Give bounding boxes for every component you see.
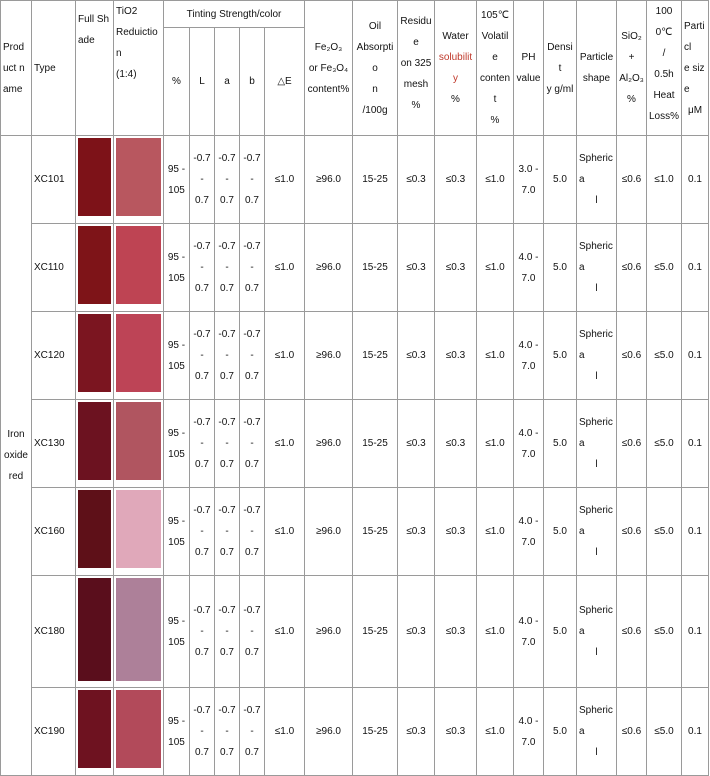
cell-particle-size: 0.1	[682, 488, 709, 576]
header-tinting-strength: Tinting Strength/color	[164, 1, 305, 28]
table-row	[1, 224, 709, 312]
header-fe-content: Fe₂O₃ or Fe₃O₄ content%	[305, 1, 353, 136]
cell-water-solubility: ≤0.3	[435, 312, 477, 400]
header-oil-absorption: Oil Absorptio n /100g	[353, 1, 398, 136]
cell-delta-e: ≤1.0	[265, 312, 305, 400]
cell-water-solubility: ≤0.3	[435, 488, 477, 576]
cell-particle-shape: Spherica l	[577, 312, 617, 400]
cell-oil-absorption: 15-25	[353, 576, 398, 688]
header-delta-e: △E	[265, 28, 305, 136]
cell-density: 5.0	[544, 576, 577, 688]
header-tint-l: L	[190, 28, 215, 136]
full-shade-swatch	[78, 402, 111, 480]
cell-tint-pct: 95 - 105	[164, 688, 190, 776]
cell-ph: 4.0 - 7.0	[514, 576, 544, 688]
cell-fe-content: ≥96.0	[305, 576, 353, 688]
cell-residue: ≤0.3	[398, 136, 435, 224]
cell-sio2: ≤0.6	[617, 688, 647, 776]
cell-type: XC130	[32, 400, 76, 488]
cell-type: XC120	[32, 312, 76, 400]
cell-tint-l: -0.7 - 0.7	[190, 224, 215, 312]
cell-density: 5.0	[544, 688, 577, 776]
cell-particle-shape: Spherica l	[577, 688, 617, 776]
cell-sio2: ≤0.6	[617, 400, 647, 488]
cell-delta-e: ≤1.0	[265, 488, 305, 576]
cell-delta-e: ≤1.0	[265, 400, 305, 488]
cell-full-shade	[76, 576, 114, 688]
cell-full-shade	[76, 136, 114, 224]
cell-residue: ≤0.3	[398, 688, 435, 776]
cell-full-shade	[76, 400, 114, 488]
cell-heat-loss: ≤5.0	[647, 312, 682, 400]
cell-type: XC190	[32, 688, 76, 776]
cell-particle-size: 0.1	[682, 400, 709, 488]
cell-tint-a: -0.7 - 0.7	[215, 688, 240, 776]
cell-fe-content: ≥96.0	[305, 488, 353, 576]
cell-sio2: ≤0.6	[617, 488, 647, 576]
cell-tint-b: -0.7 - 0.7	[240, 136, 265, 224]
cell-tio2-reduction	[114, 136, 164, 224]
cell-sio2: ≤0.6	[617, 576, 647, 688]
cell-tint-b: -0.7 - 0.7	[240, 312, 265, 400]
cell-tint-b: -0.7 - 0.7	[240, 488, 265, 576]
header-tio2-reduction: TiO2 Reduiction (1:4)	[114, 1, 164, 136]
cell-delta-e: ≤1.0	[265, 688, 305, 776]
header-full-shade: Full Shade	[76, 1, 114, 136]
cell-tint-pct: 95 - 105	[164, 312, 190, 400]
header-heat-loss: 1000℃ / 0.5h Heat Loss%	[647, 1, 682, 136]
cell-tint-b: -0.7 - 0.7	[240, 400, 265, 488]
cell-delta-e: ≤1.0	[265, 576, 305, 688]
cell-density: 5.0	[544, 312, 577, 400]
full-shade-swatch	[78, 314, 111, 392]
cell-type: XC180	[32, 576, 76, 688]
header-water-solubility: Water solubility %	[435, 1, 477, 136]
reduction-swatch	[116, 578, 161, 681]
cell-tint-b: -0.7 - 0.7	[240, 688, 265, 776]
cell-heat-loss: ≤5.0	[647, 224, 682, 312]
header-residue: Residue on 325 mesh %	[398, 1, 435, 136]
cell-water-solubility: ≤0.3	[435, 136, 477, 224]
cell-tint-a: -0.7 - 0.7	[215, 136, 240, 224]
cell-fe-content: ≥96.0	[305, 688, 353, 776]
cell-residue: ≤0.3	[398, 488, 435, 576]
cell-oil-absorption: 15-25	[353, 136, 398, 224]
header-row-1	[1, 1, 709, 28]
cell-fe-content: ≥96.0	[305, 312, 353, 400]
cell-oil-absorption: 15-25	[353, 488, 398, 576]
reduction-swatch	[116, 690, 161, 768]
cell-particle-size: 0.1	[682, 312, 709, 400]
cell-full-shade	[76, 224, 114, 312]
cell-water-solubility: ≤0.3	[435, 576, 477, 688]
cell-density: 5.0	[544, 400, 577, 488]
full-shade-swatch	[78, 138, 111, 216]
cell-density: 5.0	[544, 136, 577, 224]
cell-ph: 4.0 - 7.0	[514, 224, 544, 312]
cell-type: XC160	[32, 488, 76, 576]
header-type: Type	[32, 1, 76, 136]
header-product-name: Product name	[1, 1, 32, 136]
header-tint-b: b	[240, 28, 265, 136]
cell-volatile: ≤1.0	[477, 400, 514, 488]
cell-density: 5.0	[544, 488, 577, 576]
cell-tint-l: -0.7 - 0.7	[190, 488, 215, 576]
cell-particle-size: 0.1	[682, 576, 709, 688]
header-volatile-content: 105℃ Volatile content %	[477, 1, 514, 136]
table-row	[1, 136, 709, 224]
cell-tint-b: -0.7 - 0.7	[240, 224, 265, 312]
reduction-swatch	[116, 226, 161, 304]
cell-tint-l: -0.7 - 0.7	[190, 400, 215, 488]
cell-residue: ≤0.3	[398, 224, 435, 312]
header-tint-pct: %	[164, 28, 190, 136]
cell-ph: 4.0 - 7.0	[514, 400, 544, 488]
cell-tio2-reduction	[114, 576, 164, 688]
cell-tint-b: -0.7 - 0.7	[240, 576, 265, 688]
cell-particle-shape: Spherica l	[577, 224, 617, 312]
cell-tint-a: -0.7 - 0.7	[215, 576, 240, 688]
cell-heat-loss: ≤5.0	[647, 400, 682, 488]
cell-delta-e: ≤1.0	[265, 136, 305, 224]
cell-tint-l: -0.7 - 0.7	[190, 312, 215, 400]
cell-tio2-reduction	[114, 688, 164, 776]
cell-sio2: ≤0.6	[617, 224, 647, 312]
cell-fe-content: ≥96.0	[305, 136, 353, 224]
full-shade-swatch	[78, 578, 111, 681]
cell-oil-absorption: 15-25	[353, 312, 398, 400]
cell-ph: 3.0 - 7.0	[514, 136, 544, 224]
cell-tio2-reduction	[114, 488, 164, 576]
cell-water-solubility: ≤0.3	[435, 688, 477, 776]
cell-heat-loss: ≤5.0	[647, 488, 682, 576]
cell-ph: 4.0 - 7.0	[514, 488, 544, 576]
cell-sio2: ≤0.6	[617, 136, 647, 224]
cell-tio2-reduction	[114, 224, 164, 312]
table-row	[1, 688, 709, 776]
reduction-swatch	[116, 314, 161, 392]
cell-tint-pct: 95 - 105	[164, 400, 190, 488]
cell-tint-pct: 95 - 105	[164, 224, 190, 312]
cell-tio2-reduction	[114, 400, 164, 488]
table-row	[1, 312, 709, 400]
cell-full-shade	[76, 312, 114, 400]
header-sio2-al2o3: SiO₂+ Al₂O₃ %	[617, 1, 647, 136]
cell-tint-l: -0.7 - 0.7	[190, 688, 215, 776]
cell-residue: ≤0.3	[398, 576, 435, 688]
cell-tint-a: -0.7 - 0.7	[215, 312, 240, 400]
cell-water-solubility: ≤0.3	[435, 224, 477, 312]
cell-heat-loss: ≤5.0	[647, 688, 682, 776]
cell-oil-absorption: 15-25	[353, 224, 398, 312]
cell-ph: 4.0 - 7.0	[514, 688, 544, 776]
cell-particle-size: 0.1	[682, 136, 709, 224]
header-density: Densit y g/ml	[544, 1, 577, 136]
cell-full-shade	[76, 488, 114, 576]
reduction-swatch	[116, 402, 161, 480]
cell-particle-size: 0.1	[682, 688, 709, 776]
cell-heat-loss: ≤1.0	[647, 136, 682, 224]
full-shade-swatch	[78, 490, 111, 568]
table-row	[1, 488, 709, 576]
cell-residue: ≤0.3	[398, 400, 435, 488]
cell-delta-e: ≤1.0	[265, 224, 305, 312]
cell-tint-pct: 95 - 105	[164, 576, 190, 688]
cell-oil-absorption: 15-25	[353, 688, 398, 776]
full-shade-swatch	[78, 690, 111, 768]
cell-ph: 4.0 - 7.0	[514, 312, 544, 400]
cell-tint-l: -0.7 - 0.7	[190, 576, 215, 688]
table-row	[1, 400, 709, 488]
header-tint-a: a	[215, 28, 240, 136]
cell-fe-content: ≥96.0	[305, 400, 353, 488]
reduction-swatch	[116, 490, 161, 568]
cell-particle-shape: Spherica l	[577, 136, 617, 224]
cell-sio2: ≤0.6	[617, 312, 647, 400]
cell-volatile: ≤1.0	[477, 576, 514, 688]
cell-particle-shape: Spherica l	[577, 576, 617, 688]
cell-particle-shape: Spherica l	[577, 400, 617, 488]
cell-tint-a: -0.7 - 0.7	[215, 488, 240, 576]
group-product-name: Iron oxide red	[1, 136, 32, 776]
cell-tint-pct: 95 - 105	[164, 488, 190, 576]
header-ph-value: PH value	[514, 1, 544, 136]
cell-volatile: ≤1.0	[477, 136, 514, 224]
table-row	[1, 576, 709, 688]
cell-fe-content: ≥96.0	[305, 224, 353, 312]
cell-tint-a: -0.7 - 0.7	[215, 224, 240, 312]
reduction-swatch	[116, 138, 161, 216]
cell-tint-pct: 95 - 105	[164, 136, 190, 224]
full-shade-swatch	[78, 226, 111, 304]
cell-volatile: ≤1.0	[477, 488, 514, 576]
header-particle-size: Particl e size μM	[682, 1, 709, 136]
cell-particle-shape: Spherica l	[577, 488, 617, 576]
cell-volatile: ≤1.0	[477, 688, 514, 776]
cell-tint-a: -0.7 - 0.7	[215, 400, 240, 488]
cell-residue: ≤0.3	[398, 312, 435, 400]
cell-water-solubility: ≤0.3	[435, 400, 477, 488]
cell-oil-absorption: 15-25	[353, 400, 398, 488]
cell-volatile: ≤1.0	[477, 312, 514, 400]
cell-density: 5.0	[544, 224, 577, 312]
cell-volatile: ≤1.0	[477, 224, 514, 312]
cell-type: XC110	[32, 224, 76, 312]
cell-heat-loss: ≤5.0	[647, 576, 682, 688]
cell-tio2-reduction	[114, 312, 164, 400]
cell-type: XC101	[32, 136, 76, 224]
cell-full-shade	[76, 688, 114, 776]
header-particle-shape: Particle shape	[577, 1, 617, 136]
cell-particle-size: 0.1	[682, 224, 709, 312]
cell-tint-l: -0.7 - 0.7	[190, 136, 215, 224]
